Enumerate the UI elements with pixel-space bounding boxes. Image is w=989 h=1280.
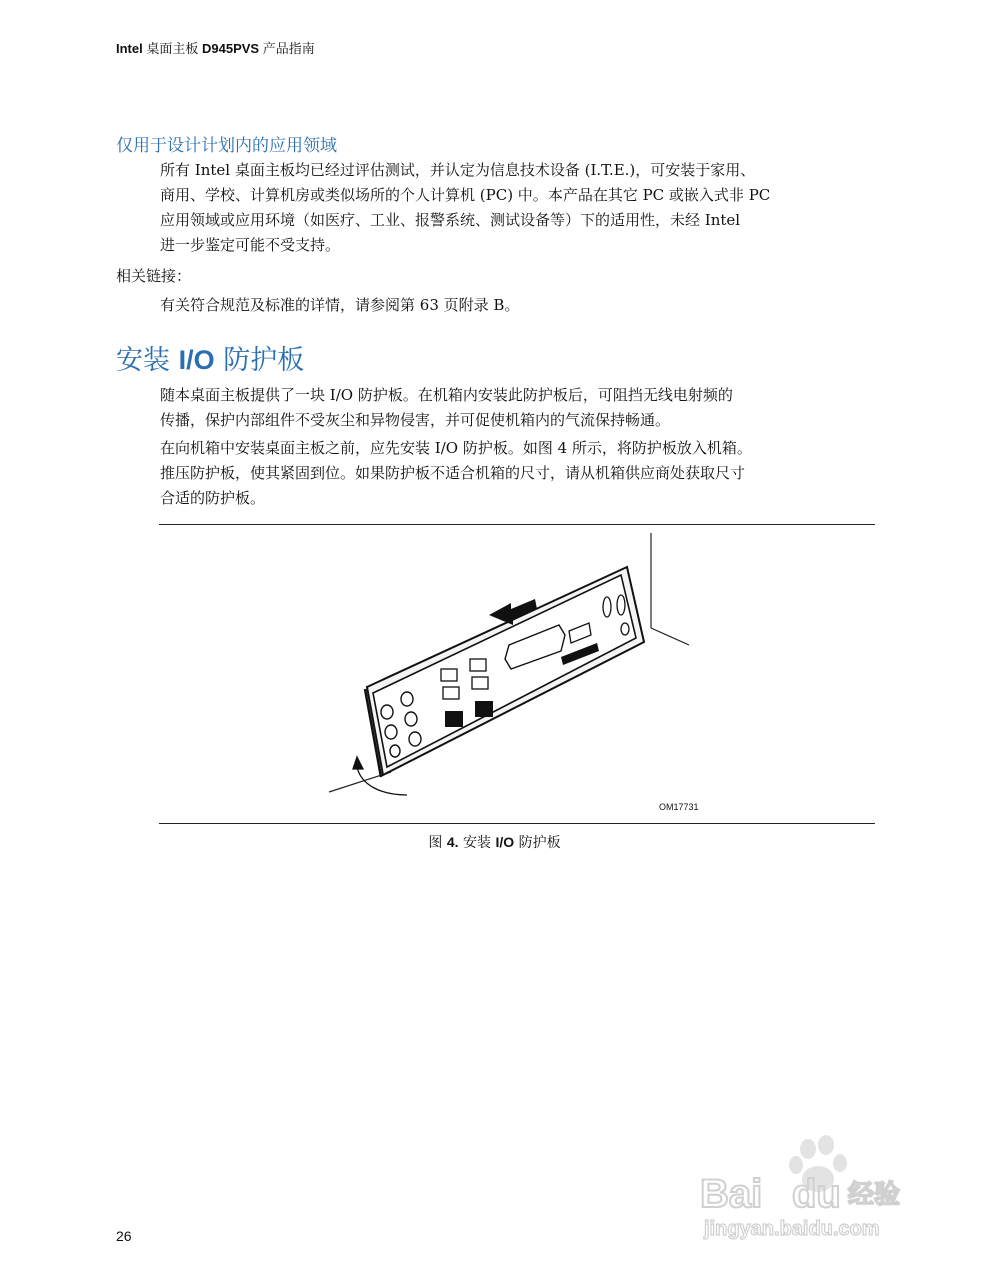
watermark-brand3: 经验 [848, 1180, 901, 1210]
io-para2-line: 合适的防护板。 [160, 489, 266, 507]
applications-line: 应用领域或应用环境（如医疗、工业、报警系统、测试设备等）下的适用性，未经 Intel [160, 211, 741, 229]
related-links-line: 有关符合规范及标准的详情，请参阅第 63 页附录 B。 [160, 296, 520, 314]
section-title-io-shield [116, 338, 304, 377]
header-text2: 产品指南 [262, 41, 315, 56]
caption-text1: 安装 [463, 835, 491, 851]
io-para2-line: 在向机箱中安装桌面主板之前，应先安装 I/O 防护板。如图 4 所示，将防护板放入机箱。 [160, 439, 752, 457]
caption-io: I/O [495, 834, 515, 850]
header-model: D945PVS [202, 41, 260, 56]
watermark-url: jingyan.baidu.com [704, 1218, 880, 1240]
title-suffix: 防护板 [214, 345, 305, 376]
header-text1: 桌面主板 [146, 41, 199, 56]
figure-caption [0, 832, 989, 852]
section-title-applications: 仅用于设计计划内的应用领域 [116, 136, 337, 156]
related-links-label: 相关链接： [116, 267, 192, 285]
figure-top-rule [159, 524, 875, 525]
caption-number: 4. [446, 834, 459, 850]
applications-line: 商用、学校、计算机房或类似场所的个人计算机 (PC) 中。本产品在其它 PC 或嵌入式非 PC [160, 186, 771, 204]
title-bold: I/O [178, 345, 215, 375]
running-header [116, 38, 315, 57]
applications-paragraph [160, 158, 890, 258]
io-para1-line: 随本桌面主板提供了一块 I/O 防护板。在机箱内安装此防护板后，可阻挡无线电射频的 [160, 386, 733, 404]
applications-line: 所有 Intel 桌面主板均已经过评估测试，并认定为信息技术设备 (I.T.E.)，可安装于家用、 [160, 161, 756, 179]
figure-bottom-rule [159, 823, 875, 824]
header-brand: Intel [116, 41, 143, 56]
io-shield-illustration [159, 527, 875, 822]
page-number: 26 [116, 1228, 132, 1244]
figure-id-label: OM17731 [659, 802, 699, 812]
title-prefix: 安装 [116, 345, 179, 376]
io-para1-line: 传播，保护内部组件不受灰尘和异物侵害，并可促使机箱内的气流保持畅通。 [160, 411, 671, 429]
related-links-text [160, 293, 890, 318]
io-shield-plate [365, 567, 644, 777]
baidu-watermark [700, 1135, 930, 1259]
watermark-brand2: du [792, 1172, 841, 1216]
caption-prefix: 图 [428, 835, 443, 851]
caption-text2: 防护板 [518, 835, 561, 851]
paw-icon [700, 1135, 930, 1255]
io-shield-paragraph-1 [160, 383, 890, 433]
io-shield-paragraph-2 [160, 436, 890, 511]
watermark-brand: Bai [700, 1172, 763, 1216]
applications-line: 进一步鉴定可能不受支持。 [160, 236, 341, 254]
io-para2-line: 推压防护板，使其紧固到位。如果防护板不适合机箱的尺寸，请从机箱供应商处获取尺寸 [160, 464, 746, 482]
